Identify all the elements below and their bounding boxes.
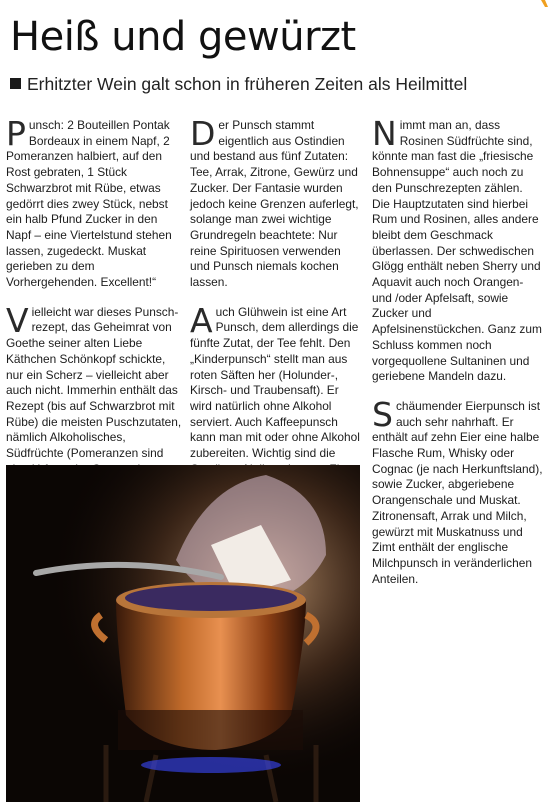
- drop-cap: S: [372, 394, 393, 434]
- paragraph-rosinen: Nimmt man an, dass Rosinen Südfrüchte sind, könnte man fast die „friesische Bohnensuppe“ auch noch zu den Punschrezepten zählen. Die Hauptzutaten sind hierbei Rum und Rosinen, alles andere bleibt dem Geschmack überlassen. Der schwedischen Glögg enthält neben Sherry und Aquavit auch noch Orangen- und /oder Apfelsaft, sowie Zucker und Apfelsinenstückchen. Ganz zum Schluss kommen noch vorgequollene Sultaninen und geriebene Mandeln dazu.: [372, 114, 542, 384]
- feuerzangenbowle-photo: [6, 465, 360, 802]
- drop-cap: A: [190, 300, 213, 340]
- drop-cap: V: [6, 300, 29, 340]
- drop-cap: N: [372, 114, 397, 153]
- paragraph-origin: Der Punsch stammt eigentlich aus Ostindien und bestand aus fünf Zutaten: Tee, Arrak, Zitrone, Gewürz und Zucker. Der Fantasie wurden jedoch keine Grenzen auferlegt, solange man zwei wichtige Grundregeln beachtete: Nur reine Spirituosen verwenden und Punsch niemals kochen lassen.: [190, 114, 359, 290]
- text-column-3: [372, 114, 543, 601]
- subtitle-text: Erhitzter Wein galt schon in früheren Zeiten als Heilmittel: [27, 74, 468, 94]
- article-title: Heiß und gewürzt: [10, 14, 356, 60]
- drop-cap: P: [6, 114, 26, 153]
- paragraph-gluehwein: Auch Glühwein ist eine Art Punsch, dem allerdings die fünfte Zutat, der Tee fehlt. Den „Kinderpunsch“ stellt man aus roten Säften her (Holunder-, Kirsch- und Traubensaft). Er wird natürlich ohne Alkohol serviert. Auch Kaffeepunsch kann man mit oder ohne Alkohol zubereiten. Wichtig sind die: [190, 300, 360, 461]
- bullet-square-icon: [10, 78, 21, 89]
- text-column-1: [6, 114, 182, 507]
- paragraph-punsch-recipe: Punsch: 2 Bouteillen Pontak Bordeaux in einem Napf, 2 Pomeranzen halbiert, auf den Rost gebraten, 1 Stück Schwarzbrot mit Rübe, etwas gedörrt dies zwey Stück, nebst ein halb Pfund Zucker in den Napf – eine Viertelstund stehen lassen, zugedeckt. Muskat gerieben zu dem Vorhergehenden. Excellent!“: [6, 114, 172, 290]
- paragraph-goethe: Vielleicht war dieses Punsch-rezept, das Geheimrat von Goethe seiner alten Liebe Käthchen Schönkopf schickte, nur ein Scherz – vielleicht aber auch nicht. Immerhin enthält das Rezept (bis auf Schwarzbrot mit Rübe) die meisten Puschzutaten, nämlich Alkoholisches, Südfrüchte (Pomeranzen sind: [6, 300, 182, 461]
- article-subtitle: [10, 73, 467, 95]
- drop-cap: D: [190, 114, 216, 153]
- corner-accent-mark: [540, 0, 553, 8]
- flaming-punch-pot-image: [6, 465, 360, 802]
- paragraph-eierpunsch: Schäumender Eierpunsch ist auch sehr nahrhaft. Er enthält auf zehn Eier eine halbe Flasche Rum, Whisky oder Cognac (je nach Herkunftsland), sowie Zucker, abgeriebene Orangenschale und Muskat. Zitronensaft, Arrak und Milch, gewürzt mit Muskatnuss und Zimt enthält der englische Milchpunsch in veränderlichen Anteilen.: [372, 394, 543, 586]
